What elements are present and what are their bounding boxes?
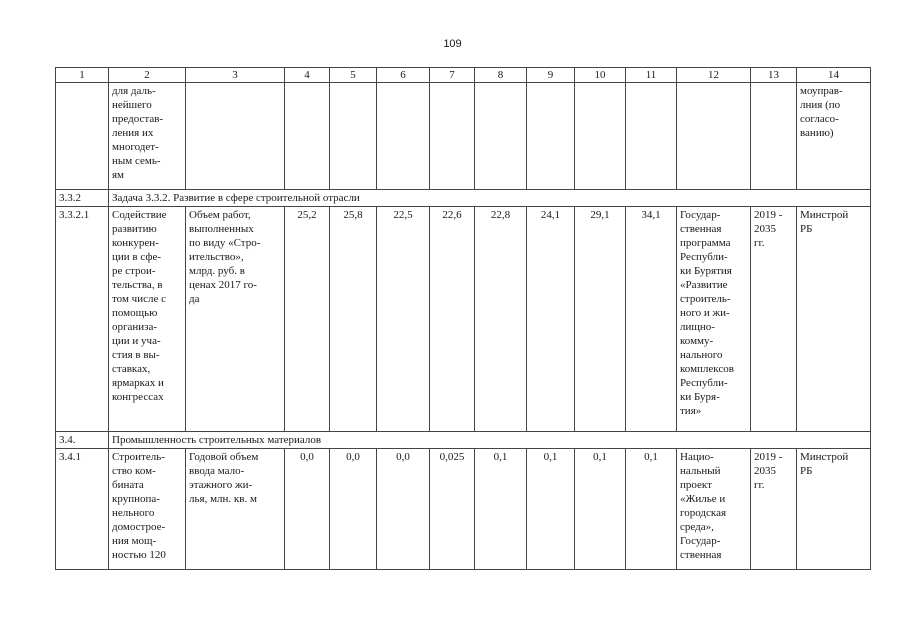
header-cell: 3 — [186, 68, 285, 83]
program-table — [55, 67, 871, 570]
value-cell: 22,5 — [377, 207, 430, 432]
responsible-cell: Минстрой РБ — [797, 207, 871, 432]
responsible-cell: моуправ- лния (по согласо- ванию) — [797, 83, 871, 190]
value-cell: 0,1 — [626, 449, 677, 570]
section-id: 3.4. — [56, 432, 109, 449]
value-cell: 0,0 — [330, 449, 377, 570]
header-cell: 11 — [626, 68, 677, 83]
value-cell: 22,6 — [430, 207, 475, 432]
value-cell: 24,1 — [527, 207, 575, 432]
table-cell — [626, 83, 677, 190]
header-cell: 8 — [475, 68, 527, 83]
responsible-cell: Минстрой РБ — [797, 449, 871, 570]
table-cell — [377, 83, 430, 190]
table-header-row — [56, 68, 871, 83]
table-cell — [751, 83, 797, 190]
value-cell: 25,8 — [330, 207, 377, 432]
table-cell — [527, 83, 575, 190]
table-row-continuation — [56, 83, 871, 190]
header-cell: 2 — [109, 68, 186, 83]
measure-name-cell: Содействие развитию конкурен- ции в сфе- ре строи- тельства, в том числе с помощью организа- ции и уча- стия в вы- ставках, ярмарках и конгрессах — [109, 207, 186, 432]
table-cell — [475, 83, 527, 190]
value-cell: 0,1 — [575, 449, 626, 570]
header-cell: 7 — [430, 68, 475, 83]
header-cell: 14 — [797, 68, 871, 83]
measure-name-cell: для даль- нейшего предостав- ления их многодет- ным семь- ям — [109, 83, 186, 190]
table-cell — [677, 83, 751, 190]
period-cell: 2019 - 2035 гг. — [751, 449, 797, 570]
table-cell — [575, 83, 626, 190]
value-cell: 0,025 — [430, 449, 475, 570]
section-row-3-3-2 — [56, 190, 871, 207]
section-title: Задача 3.3.2. Развитие в сфере строительной отрасли — [109, 190, 871, 207]
value-cell: 0,1 — [475, 449, 527, 570]
value-cell: 0,0 — [377, 449, 430, 570]
program-cell: Нацио- нальный проект «Жилье и городская среда», Государ- ственная — [677, 449, 751, 570]
period-cell: 2019 - 2035 гг. — [751, 207, 797, 432]
value-cell: 34,1 — [626, 207, 677, 432]
table-cell — [56, 83, 109, 190]
table-row-3-3-2-1 — [56, 207, 871, 432]
indicator-cell: Годовой объем ввода мало- этажного жи- лья, млн. кв. м — [186, 449, 285, 570]
table-cell — [330, 83, 377, 190]
header-cell: 13 — [751, 68, 797, 83]
header-cell: 9 — [527, 68, 575, 83]
header-cell: 5 — [330, 68, 377, 83]
header-cell: 12 — [677, 68, 751, 83]
value-cell: 22,8 — [475, 207, 527, 432]
header-cell: 1 — [56, 68, 109, 83]
header-cell: 10 — [575, 68, 626, 83]
section-row-3-4 — [56, 432, 871, 449]
table-cell — [285, 83, 330, 190]
value-cell: 29,1 — [575, 207, 626, 432]
value-cell: 25,2 — [285, 207, 330, 432]
section-title: Промышленность строительных материалов — [109, 432, 871, 449]
header-cell: 6 — [377, 68, 430, 83]
page-number: 109 — [443, 38, 462, 50]
table-cell — [430, 83, 475, 190]
value-cell: 0,1 — [527, 449, 575, 570]
value-cell: 0,0 — [285, 449, 330, 570]
table-cell — [186, 83, 285, 190]
table-row-3-4-1 — [56, 449, 871, 570]
program-cell: Государ- ственная программа Республи- ки Бурятия «Развитие строитель- ного и жи- лищно- комму- нального комплексов Республи- ки Буря- тия» — [677, 207, 751, 432]
row-id: 3.3.2.1 — [56, 207, 109, 432]
measure-name-cell: Строитель- ство ком- бината крупнопа- нельного домострое- ния мощ- ностью 120 — [109, 449, 186, 570]
row-id: 3.4.1 — [56, 449, 109, 570]
header-cell: 4 — [285, 68, 330, 83]
indicator-cell: Объем работ, выполненных по виду «Стро- ительство», млрд. руб. в ценах 2017 го- да — [186, 207, 285, 432]
section-id: 3.3.2 — [56, 190, 109, 207]
